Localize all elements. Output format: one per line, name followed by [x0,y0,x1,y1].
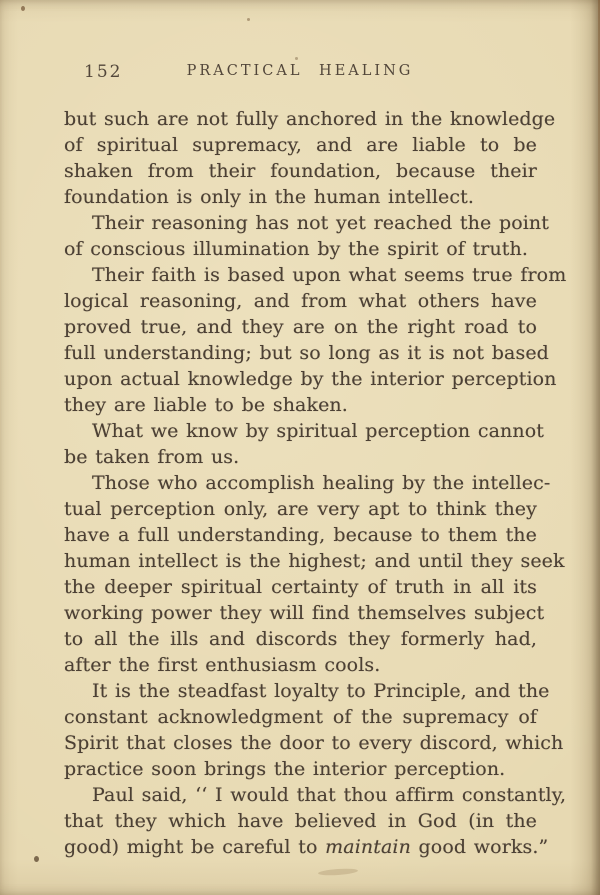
text-line: Paul said, ‘‘ I would that thou affirm constantly, [92,784,567,806]
text-line: constant acknowledgment of the supremacy of [64,706,537,728]
paper-speck [34,856,39,862]
text-line: Their reasoning has not yet reached the point [92,212,549,234]
text-line: but such are not fully anchored in the knowledge [64,108,556,130]
paper-speck [247,18,250,21]
text-line: of spiritual supremacy, and are liable to be [64,134,537,156]
running-title: PRACTICAL HEALING [186,63,414,79]
text-line: practice soon brings the interior perception. [64,758,506,780]
text-line: have a full understanding, because to them the [64,524,537,546]
paper-speck [21,6,25,11]
text-line: proved true, and they are on the right road to [64,316,537,338]
body-text [64,106,567,860]
text-line: they are liable to be shaken. [64,394,348,416]
text-line: Spirit that closes the door to every discord, which [64,732,564,754]
text-line: It is the steadfast loyalty to Principle, and the [92,680,550,702]
page-header [0,62,600,84]
page-number: 152 [84,62,123,82]
text-line: after the first enthusiasm cools. [64,654,381,676]
text-line: that they which have believed in God (in the [64,810,537,832]
paper-smudge [318,868,358,877]
plain-text: good works.” [410,836,549,858]
text-line: foundation is only in the human intellect. [64,186,474,208]
text-line: working power they will find themselves subject [64,602,545,624]
paper-speck [295,57,298,60]
text-line: be taken from us. [64,446,240,468]
italic-text: maintain [325,836,411,858]
text-line: upon actual knowledge by the interior perception [64,368,557,390]
text-line: tual perception only, are very apt to think they [64,498,537,520]
text-line: human intellect is the highest; and until they seek [64,550,565,572]
text-line: the deeper spiritual certainty of truth in all its [64,576,537,598]
text-line: Their faith is based upon what seems true from [92,264,567,286]
text-line: shaken from their foundation, because their [64,160,537,182]
text-line: of conscious illumination by the spirit of truth. [64,238,529,260]
text-line: logical reasoning, and from what others have [64,290,537,312]
text-line: full understanding; but so long as it is not based [64,342,549,364]
text-line: Those who accomplish healing by the intellec- [92,472,551,494]
plain-text: good) might be careful to [64,836,326,858]
text-line [64,834,549,860]
text-line: to all the ills and discords they formerly had, [64,628,537,650]
text-line: What we know by spiritual perception cannot [92,420,544,442]
